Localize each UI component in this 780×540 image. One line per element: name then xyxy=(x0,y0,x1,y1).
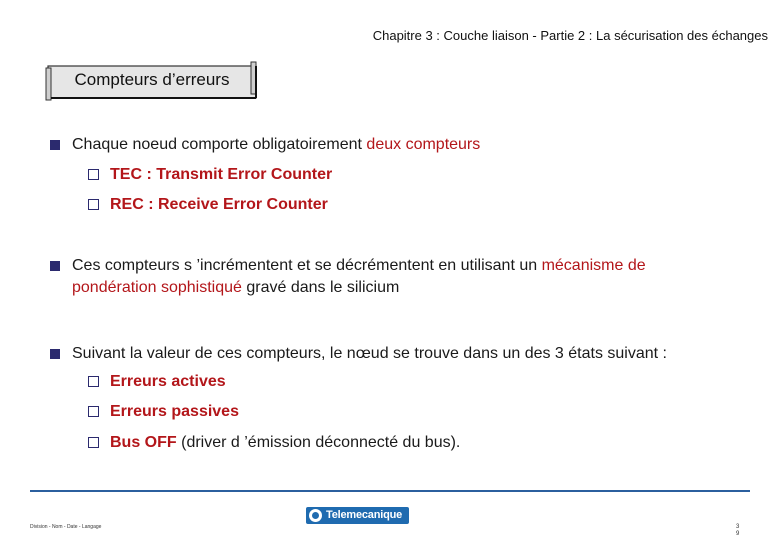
bullet-2-highlight-line2: pondération sophistiqué xyxy=(72,279,242,296)
hollow-square-bullet-icon xyxy=(88,406,99,417)
bullet-2-highlight: mécanisme de xyxy=(541,257,646,274)
bullet-1 xyxy=(50,134,480,156)
subitem-bus-off-text: (driver d ’émission déconnecté du bus). xyxy=(176,434,461,451)
hollow-square-bullet-icon xyxy=(88,169,99,180)
hollow-square-bullet-icon xyxy=(88,199,99,210)
subitem-bus-off xyxy=(88,432,460,454)
subitem-erreurs-actives-text: Erreurs actives xyxy=(110,373,226,390)
chapter-title: Chapitre 3 : Couche liaison - Partie 2 : La sécurisation des échanges xyxy=(372,28,768,43)
bullet-3 xyxy=(50,343,770,365)
subitem-tec xyxy=(88,164,332,186)
page-number xyxy=(736,524,739,538)
square-bullet-icon xyxy=(50,349,60,359)
square-bullet-icon xyxy=(50,140,60,150)
slide-title-banner xyxy=(44,60,256,100)
hollow-square-bullet-icon xyxy=(88,437,99,448)
footer-rule xyxy=(30,490,750,492)
hollow-square-bullet-icon xyxy=(88,376,99,387)
logo-text: Telemecanique xyxy=(326,509,403,521)
bullet-1-highlight: deux compteurs xyxy=(366,136,481,153)
bullet-1-text: Chaque noeud comporte obligatoirement xyxy=(72,136,367,153)
bullet-3-text: Suivant la valeur de ces compteurs, le nœud se trouve dans un des 3 états suivant : xyxy=(72,345,667,362)
square-bullet-icon xyxy=(50,261,60,271)
slide-title: Compteurs d’erreurs xyxy=(74,70,230,89)
subitem-erreurs-passives-text: Erreurs passives xyxy=(110,403,239,420)
bullet-2 xyxy=(50,255,750,299)
page-number-1: 3 xyxy=(736,524,740,530)
subitem-tec-text: TEC : Transmit Error Counter xyxy=(110,166,333,183)
bullet-2-text-line2: gravé dans le silicium xyxy=(241,279,400,296)
telemecanique-logo xyxy=(306,507,409,524)
subitem-rec-text: REC : Receive Error Counter xyxy=(110,196,328,213)
footer-info: Division - Nom - Date - Langage xyxy=(30,524,102,530)
bullet-2-text: Ces compteurs s ’incrémentent et se décrémentent en utilisant un xyxy=(72,257,542,274)
page-number-2: 9 xyxy=(736,531,740,537)
subitem-bus-off-label: Bus OFF xyxy=(110,434,177,451)
subitem-erreurs-passives xyxy=(88,401,239,423)
subitem-rec xyxy=(88,194,328,216)
logo-emblem-icon xyxy=(309,509,322,522)
subitem-erreurs-actives xyxy=(88,371,226,393)
